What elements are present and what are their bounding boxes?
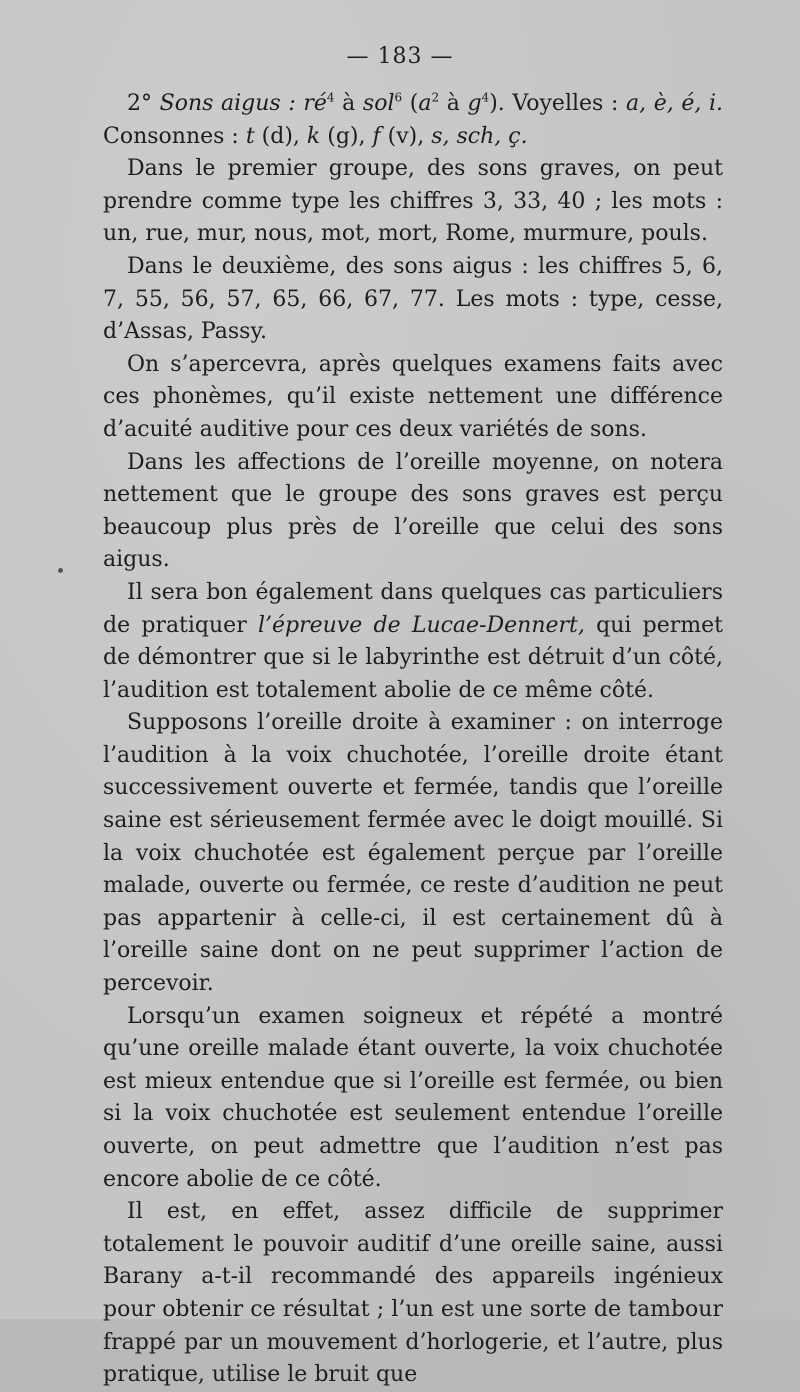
consonant-list: s, sch, ç.: [431, 123, 528, 149]
text-run: (: [402, 91, 419, 116]
paragraph-sons-aigus: [103, 88, 723, 153]
consonnes-label: Consonnes :: [103, 123, 246, 149]
margin-dot: [58, 568, 63, 573]
paragraph-acuite: On s’apercevra, après quelques examens faits avec ces phonèmes, qu’il existe nettement une différence d’acuité auditive pour ces deux variétés de sons.: [103, 351, 723, 442]
page-number: — 183 —: [346, 44, 454, 69]
consonant: k: [306, 123, 321, 149]
superscript: 4: [326, 90, 335, 105]
text-run: (g),: [320, 123, 373, 149]
list-marker: 2°: [127, 91, 160, 116]
text-run: qui permet de démontrer que si le labyrinthe est détruit d’un côté, l’audition est totalement abolie de ce même côté.: [103, 612, 723, 703]
epreuve-title: l’épreuve de Lucae-Dennert,: [257, 612, 585, 638]
voyelles-list: a, è, é, i.: [625, 91, 723, 116]
superscript: 4: [481, 90, 490, 105]
paragraph-oreille-moyenne: Dans les affections de l’oreille moyenne, on notera nettement que le groupe des sons graves est perçu beaucoup plus près de l’oreille que celui des sons aigus.: [103, 449, 723, 573]
paragraph-sons-graves: Dans le premier groupe, des sons graves, on peut prendre comme type les chiffres 3, 33, 40 ; les mots : un, rue, mur, nous, mot, mort, Rome, murmure, pouls.: [103, 156, 723, 247]
superscript: 6: [394, 90, 403, 105]
paragraph-examen: Lorsqu’un examen soigneux et répété a montré qu’une oreille malade étant ouverte, la voix chuchotée est mieux entendue que si l’oreille est fermée, ou bien si la voix chuchotée est seulement entendue l’oreille ouverte, on peut admettre que l’audition n’est pas encore abolie de ce côté.: [103, 1003, 723, 1192]
text-run: à: [334, 91, 363, 116]
paragraph-sons-aigus-examples: Dans le deuxième, des sons aigus : les chiffres 5, 6, 7, 55, 56, 57, 65, 66, 67, 77. Les mots : type, cesse, d’Assas, Passy.: [103, 253, 723, 345]
text-run: Il sera bon également dans quelques cas particuliers de pratiquer: [103, 579, 723, 638]
sons-aigus-label: Sons aigus : ré: [159, 91, 327, 116]
paragraph-lucae-dennert: [103, 577, 723, 707]
consonant: f: [372, 123, 381, 149]
text-run: (v),: [380, 123, 432, 149]
note-sol: sol: [362, 91, 395, 116]
paragraph-oreille-droite: Supposons l’oreille droite à examiner : on interroge l’audition à la voix chuchotée, l’oreille droite étant successivement ouverte et fermée, tandis que l’oreille saine est sérieusement fermée avec le doigt mouillé. Si la voix chuchotée est également perçue par l’oreille malade, ouverte ou fermée, ce reste d’audition ne peut pas appartenir à celle-ci, il est certainement dû à l’oreille saine dont on ne peut supprimer l’action de percevoir.: [103, 710, 723, 997]
note-g: g: [467, 91, 482, 116]
paragraph-barany: Il est, en effet, assez difficile de supprimer totalement le pouvoir auditif d’une oreille saine, aussi Barany a-t-il recommandé des appareils ingénieux pour obtenir ce résultat ; l’un est une sorte de tambour frappé par un mouvement d’horlogerie, et l’autre, plus pratique, utilise le bruit que: [103, 1199, 723, 1388]
page-body: [103, 88, 723, 1392]
superscript: 2: [431, 90, 440, 105]
voyelles-label: ). Voyelles :: [489, 91, 626, 116]
text-run: (d),: [254, 123, 307, 149]
note-a: a: [418, 91, 432, 116]
text-run: à: [439, 91, 468, 116]
consonant: t: [245, 123, 255, 149]
